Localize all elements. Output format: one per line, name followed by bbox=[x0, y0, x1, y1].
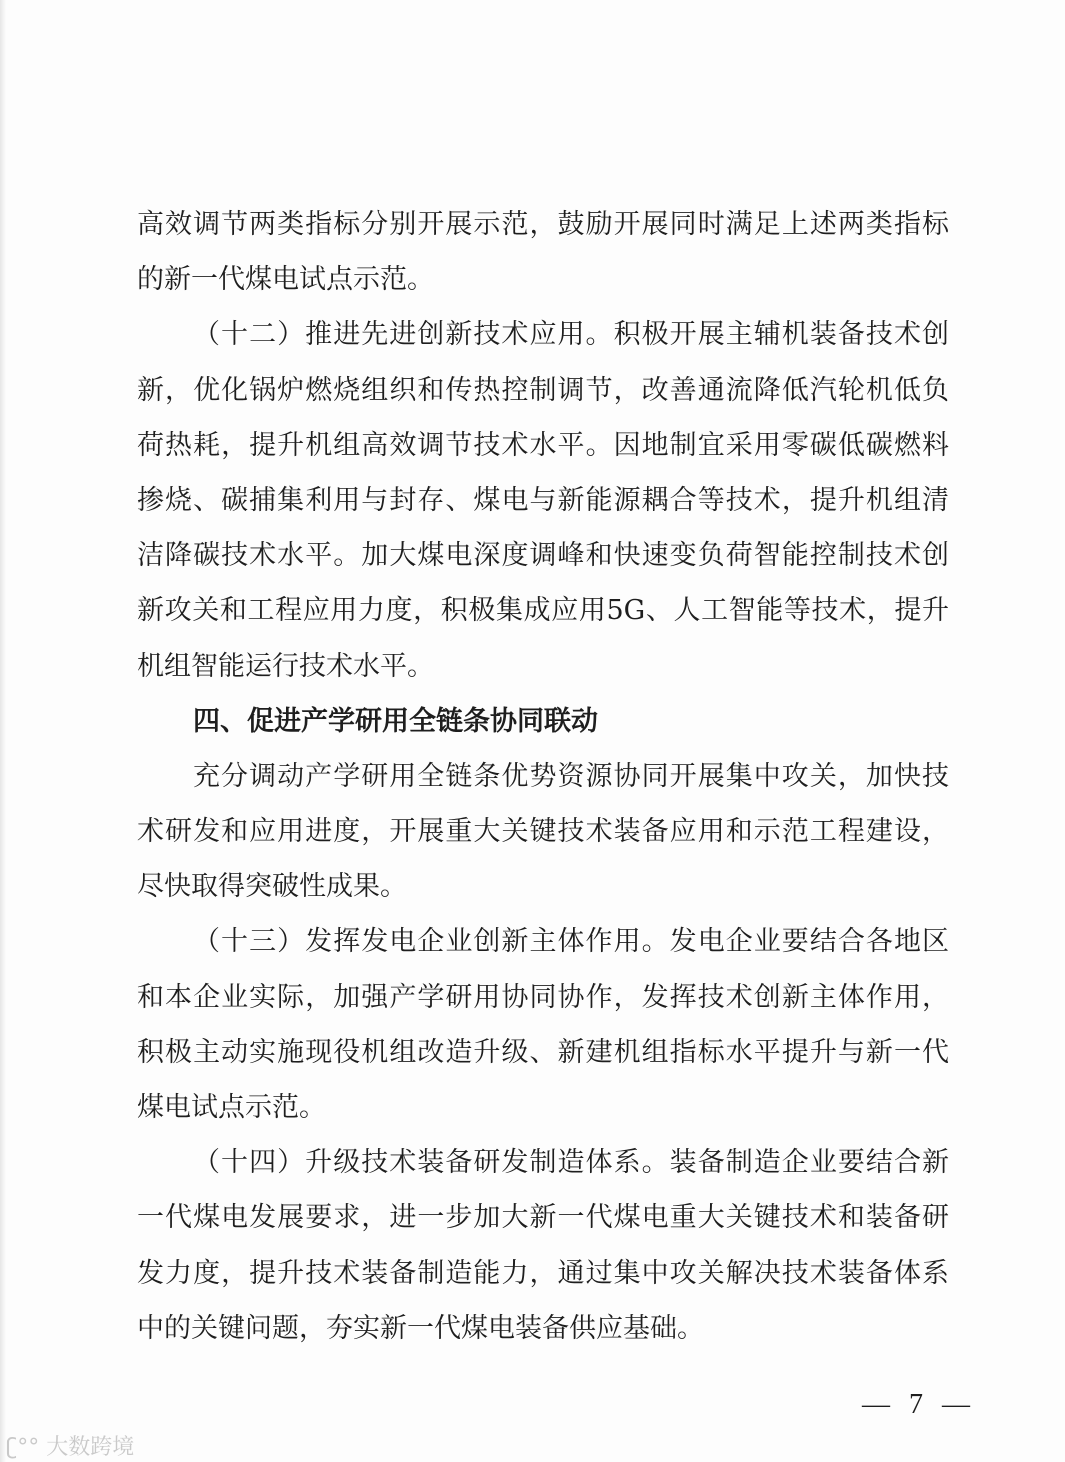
watermark bbox=[6, 1430, 134, 1461]
text-line: 发力度，提升技术装备制造能力，通过集中攻关解决技术装备体系 bbox=[137, 1257, 949, 1289]
text-line: 机组智能运行技术水平。 bbox=[137, 650, 434, 682]
document-body bbox=[137, 203, 949, 1362]
text-line: 煤电试点示范。 bbox=[137, 1092, 326, 1123]
text-line: 的新一代煤电试点示范。 bbox=[137, 264, 434, 296]
page-number: — 7 — bbox=[862, 1389, 976, 1420]
text-line: 积极主动实施现役机组改造升级、新建机组指标水平提升与新一代 bbox=[137, 1036, 949, 1068]
watermark-text: 大数跨境 bbox=[46, 1435, 135, 1460]
text-line: 新攻关和工程应用力度，积极集成应用5G、人工智能等技术，提升 bbox=[137, 595, 949, 627]
text-line: 中的关键问题，夯实新一代煤电装备供应基础。 bbox=[137, 1312, 704, 1344]
text-line: 荷热耗，提升机组高效调节技术水平。因地制宜采用零碳低碳燃料 bbox=[137, 429, 949, 461]
text-line: 新，优化锅炉燃烧组织和传热控制调节，改善通流降低汽轮机低负 bbox=[137, 374, 949, 406]
text-line: 高效调节两类指标分别开展示范，鼓励开展同时满足上述两类指标 bbox=[137, 209, 949, 240]
text-line: 充分调动产学研用全链条优势资源协同开展集中攻关，加快技 bbox=[193, 760, 949, 792]
text-line: （十四）升级技术装备研发制造体系。装备制造企业要结合新 bbox=[193, 1147, 949, 1179]
text-line: 掺烧、碳捕集利用与封存、煤电与新能源耦合等技术，提升机组清 bbox=[137, 484, 949, 516]
text-line: 术研发和应用进度，开展重大关键技术装备应用和示范工程建设， bbox=[137, 816, 949, 848]
text-line: （十三）发挥发电企业创新主体作用。发电企业要结合各地区 bbox=[193, 926, 949, 958]
section-heading: 四、促进产学研用全链条协同联动 bbox=[193, 705, 598, 737]
text-line: （十二）推进先进创新技术应用。积极开展主辅机装备技术创 bbox=[193, 319, 949, 351]
text-line: 洁降碳技术水平。加大煤电深度调峰和快速变负荷智能控制技术创 bbox=[137, 540, 949, 572]
text-line: 尽快取得突破性成果。 bbox=[137, 871, 407, 903]
scan-edge bbox=[0, 0, 6, 1462]
watermark-logo-icon: ʗ°° bbox=[6, 1435, 40, 1460]
text-line: 一代煤电发展要求，进一步加大新一代煤电重大关键技术和装备研 bbox=[137, 1202, 949, 1234]
text-line: 和本企业实际，加强产学研用协同协作，发挥技术创新主体作用， bbox=[137, 981, 949, 1013]
